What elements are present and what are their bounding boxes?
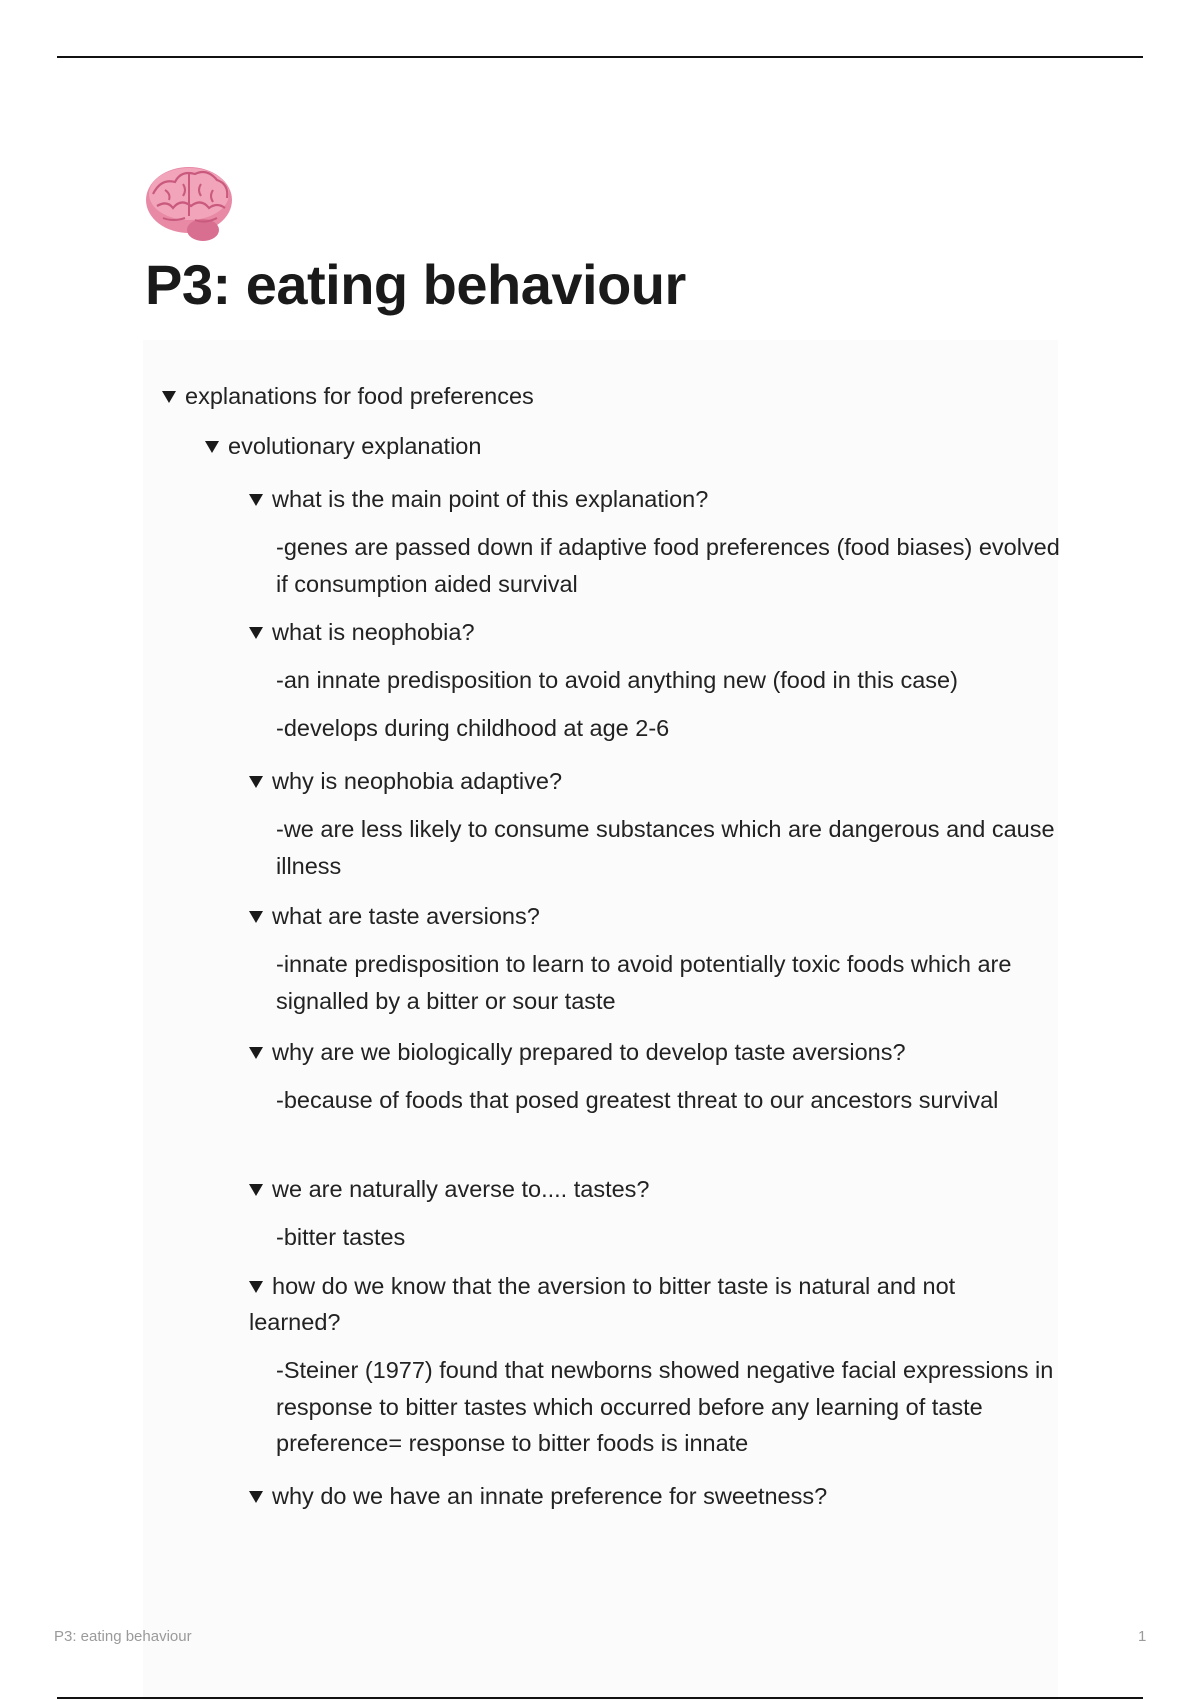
page-title: P3: eating behaviour (145, 253, 686, 316)
toggle-triangle-icon[interactable] (249, 1281, 263, 1293)
brain-icon (143, 160, 235, 244)
toggle-evolutionary-explanation[interactable]: evolutionary explanation (205, 428, 481, 464)
toggle-question[interactable]: we are naturally averse to.... tastes? (249, 1171, 650, 1207)
toggle-triangle-icon[interactable] (249, 911, 263, 923)
answer-text: -an innate predisposition to avoid anything new (food in this case) (276, 667, 958, 693)
answer-text: -develops during childhood at age 2-6 (276, 715, 670, 741)
toggle-triangle-icon[interactable] (249, 494, 263, 506)
top-divider (57, 56, 1143, 58)
answer-text: -we are less likely to consume substances which are dangerous and cause illness (276, 816, 1055, 879)
answer-text: -innate predisposition to learn to avoid potentially toxic foods which are signalled by a bitter or sour taste (276, 951, 1012, 1014)
answer-text: -Steiner (1977) found that newborns showed negative facial expressions in response to bitter tastes which occurred before any learning of taste preference= response to bitter foods is innate (276, 1357, 1054, 1456)
toggle-question[interactable]: why are we biologically prepared to develop taste aversions? (249, 1034, 906, 1070)
toggle-triangle-icon[interactable] (162, 391, 176, 403)
footer-title: P3: eating behaviour (54, 1628, 192, 1645)
toggle-question[interactable]: why do we have an innate preference for sweetness? (249, 1478, 827, 1514)
toggle-question[interactable]: what is the main point of this explanation? (249, 481, 708, 517)
toggle-explanations-for-food-preferences[interactable]: explanations for food preferences (162, 378, 534, 414)
toggle-question[interactable]: how do we know that the aversion to bitter taste is natural and not learned? (249, 1273, 956, 1335)
bottom-divider (57, 1697, 1143, 1699)
answer-text: -genes are passed down if adaptive food preferences (food biases) evolved if consumption aided survival (276, 534, 1060, 597)
toggle-question[interactable]: why is neophobia adaptive? (249, 763, 562, 799)
answer-text: -because of foods that posed greatest threat to our ancestors survival (276, 1087, 999, 1113)
toggle-triangle-icon[interactable] (249, 1491, 263, 1503)
toggle-question[interactable]: what are taste aversions? (249, 898, 540, 934)
answer-text: -bitter tastes (276, 1224, 406, 1250)
toggle-triangle-icon[interactable] (249, 627, 263, 639)
toggle-triangle-icon[interactable] (249, 776, 263, 788)
footer-page-number: 1 (1138, 1628, 1147, 1645)
toggle-question[interactable]: what is neophobia? (249, 614, 475, 650)
toggle-triangle-icon[interactable] (249, 1047, 263, 1059)
toggle-triangle-icon[interactable] (205, 441, 219, 453)
toggle-triangle-icon[interactable] (249, 1184, 263, 1196)
